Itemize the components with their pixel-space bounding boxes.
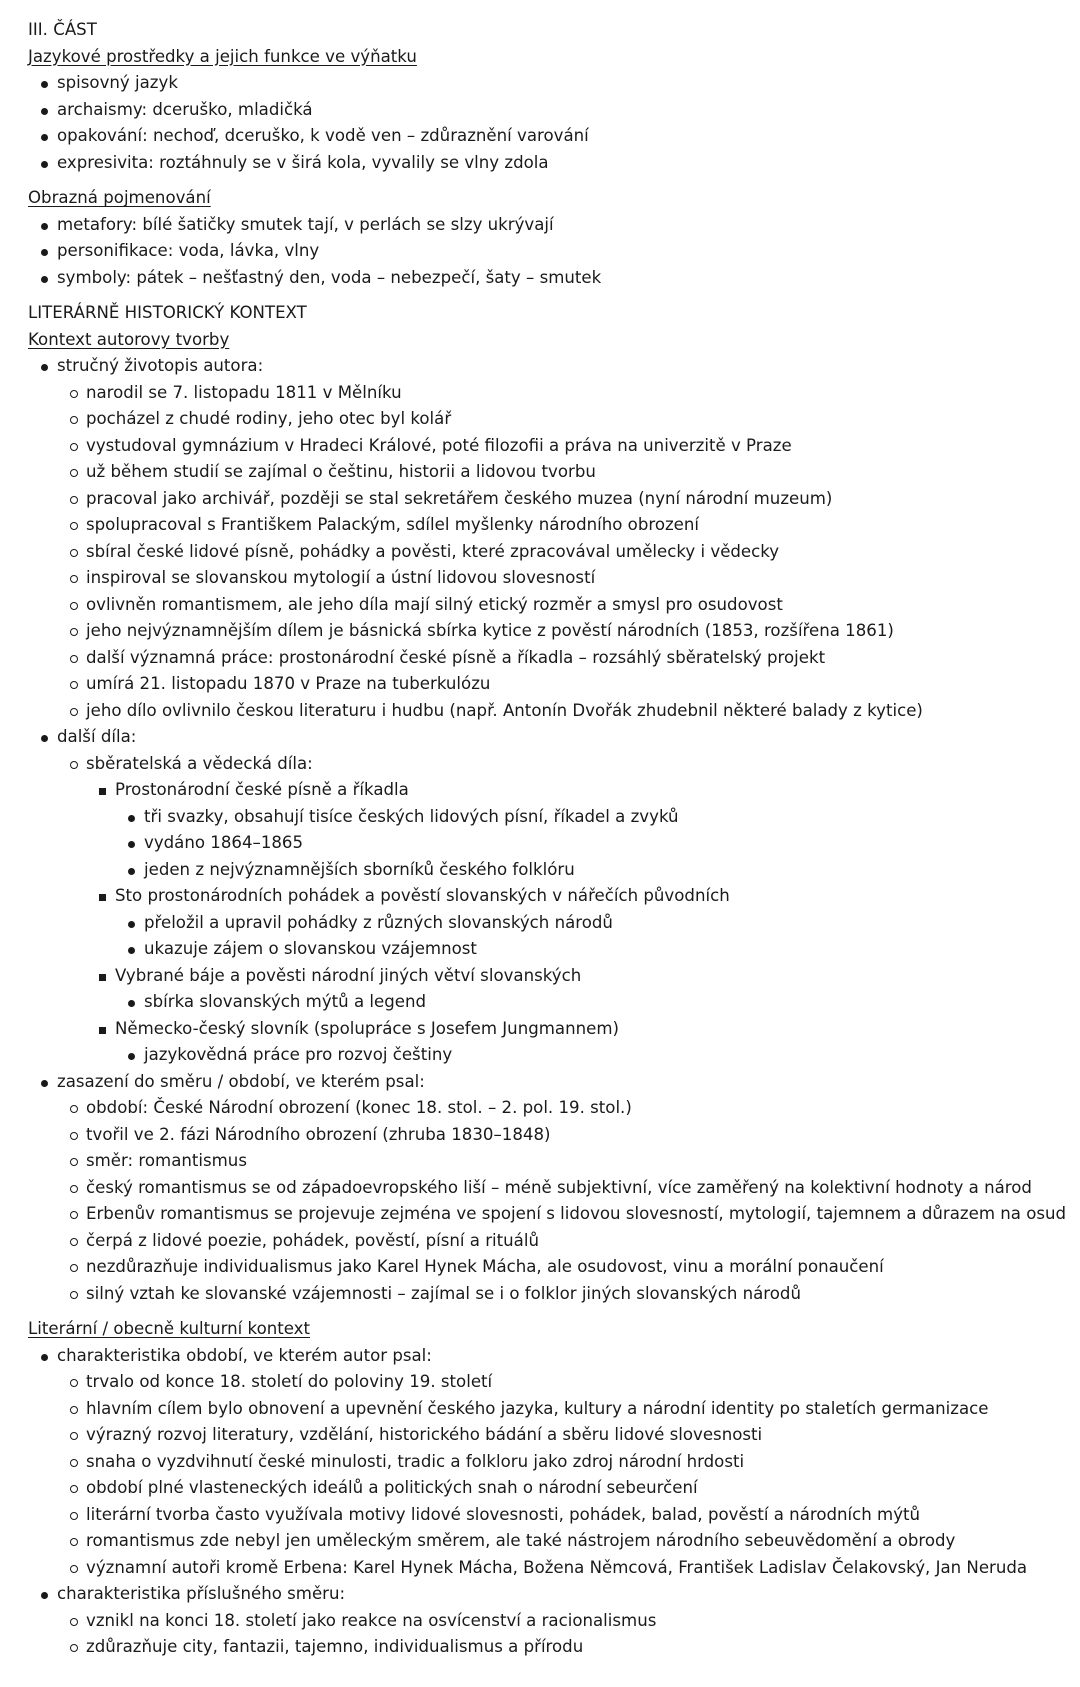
list-item-text: období plné vlasteneckých ideálů a politických snah o národní sebeurčení: [86, 1478, 698, 1497]
list-item: [28, 777, 1080, 804]
list-item: [28, 618, 1080, 645]
list-item: [28, 380, 1080, 407]
bullet-circle-icon: [70, 512, 78, 539]
list-item: [28, 70, 1080, 97]
bullet-square-icon: [99, 963, 106, 990]
list-item-text: sbíral české lidové písně, pohádky a pověsti, které zpracovával umělecky i vědecky: [86, 541, 780, 561]
list-item-text: literární tvorba často využívala motivy lidové slovesnosti, pohádek, balad, pověstí a národních mýtů: [86, 1504, 921, 1524]
bullet-circle-icon: [70, 1608, 78, 1635]
bullet-list: [28, 70, 1080, 176]
bullet-dot-icon: [128, 1042, 135, 1069]
bullet-square-icon: [99, 883, 106, 910]
list-item: [28, 963, 1080, 990]
bullet-circle-icon: [70, 433, 78, 460]
bullet-dot-icon: [41, 724, 48, 751]
list-item-text: český romantismus se od západoevropského liší – méně subjektivní, více zaměřený na kolektivní hodnoty a národ: [86, 1177, 1032, 1197]
bullet-dot-icon: [41, 1581, 48, 1608]
list-item: [28, 1254, 1080, 1281]
list-item: [28, 1122, 1080, 1149]
list-item-text: další díla:: [57, 727, 137, 746]
section-heading: Jazykové prostředky a jejich funkce ve výňatku: [28, 46, 417, 66]
bullet-circle-icon: [70, 1502, 78, 1529]
list-item-text: sbírka slovanských mýtů a legend: [144, 992, 427, 1011]
section-spacer: [28, 176, 1080, 185]
bullet-dot-icon: [41, 97, 48, 124]
list-item-text: metafory: bílé šatičky smutek tají, v perlách se slzy ukrývají: [57, 214, 554, 234]
bullet-circle-icon: [70, 671, 78, 698]
bullet-circle-icon: [70, 618, 78, 645]
list-item: [28, 1581, 1080, 1608]
list-item: [28, 1095, 1080, 1122]
bullet-circle-icon: [70, 1254, 78, 1281]
list-item-text: zdůrazňuje city, fantazii, tajemno, individualismus a přírodu: [86, 1637, 584, 1656]
bullet-list: [28, 212, 1080, 292]
list-item-text: směr: romantismus: [86, 1151, 247, 1170]
list-item-text: stručný životopis autora:: [57, 356, 264, 375]
list-item-text: čerpá z lidové poezie, pohádek, pověstí, písní a rituálů: [86, 1230, 539, 1250]
list-item-text: významní autoři kromě Erbena: Karel Hynek Mácha, Božena Němcová, František Ladislav Čelakovský, Jan Neruda: [86, 1557, 1028, 1577]
bullet-circle-icon: [70, 459, 78, 486]
list-item: [28, 433, 1080, 460]
list-item-text: jeho dílo ovlivnilo českou literaturu i hudbu (např. Antonín Dvořák zhudebnil některé balady z kytice): [86, 700, 923, 720]
list-item: [28, 1148, 1080, 1175]
list-item: [28, 123, 1080, 150]
bullet-circle-icon: [70, 1475, 78, 1502]
bullet-circle-icon: [70, 751, 78, 778]
list-item-text: opakování: nechoď, dceruško, k vodě ven – zdůraznění varování: [57, 126, 589, 145]
bullet-circle-icon: [70, 1528, 78, 1555]
list-item: [28, 1016, 1080, 1043]
bullet-list: [28, 353, 1080, 1307]
list-item-text: jeho nejvýznamnějším dílem je básnická sbírka kytice z pověstí národních (1853, rozšířena 1861): [86, 621, 894, 640]
list-item-text: hlavním cílem bylo obnovení a upevnění českého jazyka, kultury a národní identity po staletích germanizace: [86, 1398, 989, 1418]
bullet-dot-icon: [41, 1069, 48, 1096]
bullet-dot-icon: [128, 857, 135, 884]
list-item: [28, 883, 1080, 910]
list-item: [28, 698, 1080, 725]
bullet-dot-icon: [128, 989, 135, 1016]
list-item-text: vydáno 1864–1865: [144, 833, 304, 852]
list-item-text: trvalo od konce 18. století do poloviny 19. století: [86, 1372, 493, 1391]
list-item-text: charakteristika období, ve kterém autor psal:: [57, 1345, 432, 1365]
list-item-text: Německo-český slovník (spolupráce s Josefem Jungmannem): [115, 1018, 619, 1038]
section-heading: Kontext autorovy tvorby: [28, 329, 230, 349]
list-item: [28, 592, 1080, 619]
list-item: [28, 1396, 1080, 1423]
list-item: [28, 1281, 1080, 1308]
list-item-text: vznikl na konci 18. století jako reakce na osvícenství a racionalismus: [86, 1610, 657, 1630]
bullet-circle-icon: [70, 486, 78, 513]
bullet-circle-icon: [70, 406, 78, 433]
list-item: [28, 265, 1080, 292]
bullet-circle-icon: [70, 1148, 78, 1175]
bullet-dot-icon: [41, 123, 48, 150]
list-item-text: tvořil ve 2. fázi Národního obrození (zhruba 1830–1848): [86, 1124, 551, 1144]
list-item: [28, 1475, 1080, 1502]
list-item: [28, 238, 1080, 265]
list-item-text: přeložil a upravil pohádky z různých slovanských národů: [144, 912, 613, 932]
list-item-text: inspiroval se slovanskou mytologií a ústní lidovou slovesností: [86, 568, 596, 587]
list-item-text: spisovný jazyk: [57, 73, 178, 92]
bullet-dot-icon: [128, 936, 135, 963]
bullet-circle-icon: [70, 645, 78, 672]
list-item: [28, 751, 1080, 778]
bullet-circle-icon: [70, 565, 78, 592]
list-item-text: pocházel z chudé rodiny, jeho otec byl kolář: [86, 409, 452, 428]
bullet-dot-icon: [128, 830, 135, 857]
list-item: [28, 1042, 1080, 1069]
list-item-text: personifikace: voda, lávka, vlny: [57, 241, 320, 260]
list-item-text: Sto prostonárodních pohádek a pověstí slovanských v nářečích původních: [115, 886, 730, 905]
list-item-text: Erbenův romantismus se projevuje zejména ve spojení s lidovou slovesností, mytologií, tajemnem a důrazem na osud: [86, 1204, 1067, 1223]
list-item: [28, 565, 1080, 592]
list-item: [28, 645, 1080, 672]
list-item-text: zasazení do směru / období, ve kterém psal:: [57, 1071, 425, 1091]
bullet-square-icon: [99, 777, 106, 804]
bullet-circle-icon: [70, 1396, 78, 1423]
list-item-text: Vybrané báje a pověsti národní jiných větví slovanských: [115, 965, 582, 985]
list-item-text: charakteristika příslušného směru:: [57, 1584, 346, 1603]
list-item: [28, 406, 1080, 433]
list-item: [28, 212, 1080, 239]
bullet-dot-icon: [41, 238, 48, 265]
bullet-square-icon: [99, 1016, 106, 1043]
list-item: [28, 830, 1080, 857]
list-item: [28, 1555, 1080, 1582]
list-item-text: vystudoval gymnázium v Hradeci Králové, poté filozofii a práva na univerzitě v Praze: [86, 435, 792, 455]
list-item-text: tři svazky, obsahují tisíce českých lidových písní, říkadel a zvyků: [144, 806, 679, 826]
list-item: [28, 1502, 1080, 1529]
list-item-text: umírá 21. listopadu 1870 v Praze na tuberkulózu: [86, 674, 491, 693]
bullet-dot-icon: [41, 150, 48, 177]
bullet-circle-icon: [70, 1449, 78, 1476]
section-spacer: [28, 291, 1080, 300]
list-item-text: symboly: pátek – nešťastný den, voda – nebezpečí, šaty – smutek: [57, 267, 602, 287]
list-item: [28, 1369, 1080, 1396]
list-item-text: další významná práce: prostonárodní české písně a říkadla – rozsáhlý sběratelský projekt: [86, 647, 826, 667]
list-item: [28, 353, 1080, 380]
bullet-dot-icon: [41, 353, 48, 380]
bullet-circle-icon: [70, 1281, 78, 1308]
bullet-circle-icon: [70, 1175, 78, 1202]
list-item: [28, 804, 1080, 831]
list-item-text: ovlivněn romantismem, ale jeho díla mají silný etický rozměr a smysl pro osudovost: [86, 594, 783, 614]
list-item-text: už během studií se zajímal o češtinu, historii a lidovou tvorbu: [86, 462, 596, 481]
list-item-text: archaismy: dceruško, mladičká: [57, 99, 313, 119]
bullet-dot-icon: [128, 910, 135, 937]
list-item-text: romantismus zde nebyl jen uměleckým směrem, ale také nástrojem národního sebeuvědomění a obrody: [86, 1531, 956, 1550]
list-item: [28, 671, 1080, 698]
list-item-text: sběratelská a vědecká díla:: [86, 753, 313, 773]
bullet-list: [28, 1343, 1080, 1661]
list-item: [28, 1343, 1080, 1370]
list-item: [28, 1634, 1080, 1661]
bullet-circle-icon: [70, 1634, 78, 1661]
list-item-text: ukazuje zájem o slovanskou vzájemnost: [144, 939, 477, 958]
list-item: [28, 512, 1080, 539]
list-item-text: výrazný rozvoj literatury, vzdělání, historického bádání a sběru lidové slovesnosti: [86, 1425, 763, 1444]
list-item: [28, 1449, 1080, 1476]
list-item-text: období: České Národní obrození (konec 18. stol. – 2. pol. 19. stol.): [86, 1098, 632, 1117]
list-item-text: pracoval jako archivář, později se stal sekretářem českého muzea (nyní národní muzeum): [86, 488, 833, 508]
bullet-dot-icon: [41, 265, 48, 292]
list-item: [28, 1201, 1080, 1228]
bullet-circle-icon: [70, 698, 78, 725]
list-item-text: nezdůrazňuje individualismus jako Karel Hynek Mácha, ale osudovost, vinu a morální ponaučení: [86, 1257, 884, 1276]
list-item: [28, 989, 1080, 1016]
bullet-circle-icon: [70, 380, 78, 407]
bullet-circle-icon: [70, 1228, 78, 1255]
bullet-circle-icon: [70, 539, 78, 566]
list-item: [28, 1608, 1080, 1635]
bullet-dot-icon: [41, 212, 48, 239]
bullet-circle-icon: [70, 1201, 78, 1228]
list-item: [28, 857, 1080, 884]
bullet-dot-icon: [41, 70, 48, 97]
bullet-circle-icon: [70, 1122, 78, 1149]
list-item-text: Prostonárodní české písně a říkadla: [115, 780, 409, 799]
list-item: [28, 1069, 1080, 1096]
list-item: [28, 486, 1080, 513]
list-item-text: jeden z nejvýznamnějších sborníků českého folklóru: [144, 859, 575, 879]
list-item: [28, 539, 1080, 566]
list-item: [28, 459, 1080, 486]
list-item-text: snaha o vyzdvihnutí české minulosti, tradic a folkloru jako zdroj národní hrdosti: [86, 1451, 745, 1471]
bullet-dot-icon: [128, 804, 135, 831]
list-item: [28, 910, 1080, 937]
list-item: [28, 97, 1080, 124]
list-item-text: jazykovědná práce pro rozvoj češtiny: [144, 1045, 453, 1064]
list-item: [28, 1528, 1080, 1555]
list-item-text: expresivita: roztáhnuly se v širá kola, vyvalily se vlny zdola: [57, 152, 549, 172]
bullet-circle-icon: [70, 1422, 78, 1449]
list-item-text: narodil se 7. listopadu 1811 v Mělníku: [86, 382, 402, 402]
list-item: [28, 724, 1080, 751]
list-item-text: silný vztah ke slovanské vzájemnosti – zajímal se i o folklor jiných slovanských národů: [86, 1283, 801, 1303]
section-spacer: [28, 1307, 1080, 1316]
list-item-text: spolupracoval s Františkem Palackým, sdílel myšlenky národního obrození: [86, 515, 700, 534]
list-item: [28, 1422, 1080, 1449]
bullet-dot-icon: [41, 1343, 48, 1370]
list-item: [28, 1228, 1080, 1255]
list-item: [28, 150, 1080, 177]
section-heading: Obrazná pojmenování: [28, 188, 211, 207]
section-heading: Literární / obecně kulturní kontext: [28, 1319, 310, 1338]
list-item: [28, 936, 1080, 963]
bullet-circle-icon: [70, 1555, 78, 1582]
section-title: III. ČÁST: [28, 20, 97, 39]
section-title: LITERÁRNĚ HISTORICKÝ KONTEXT: [28, 303, 307, 322]
bullet-circle-icon: [70, 1095, 78, 1122]
bullet-circle-icon: [70, 1369, 78, 1396]
bullet-circle-icon: [70, 592, 78, 619]
list-item: [28, 1175, 1080, 1202]
